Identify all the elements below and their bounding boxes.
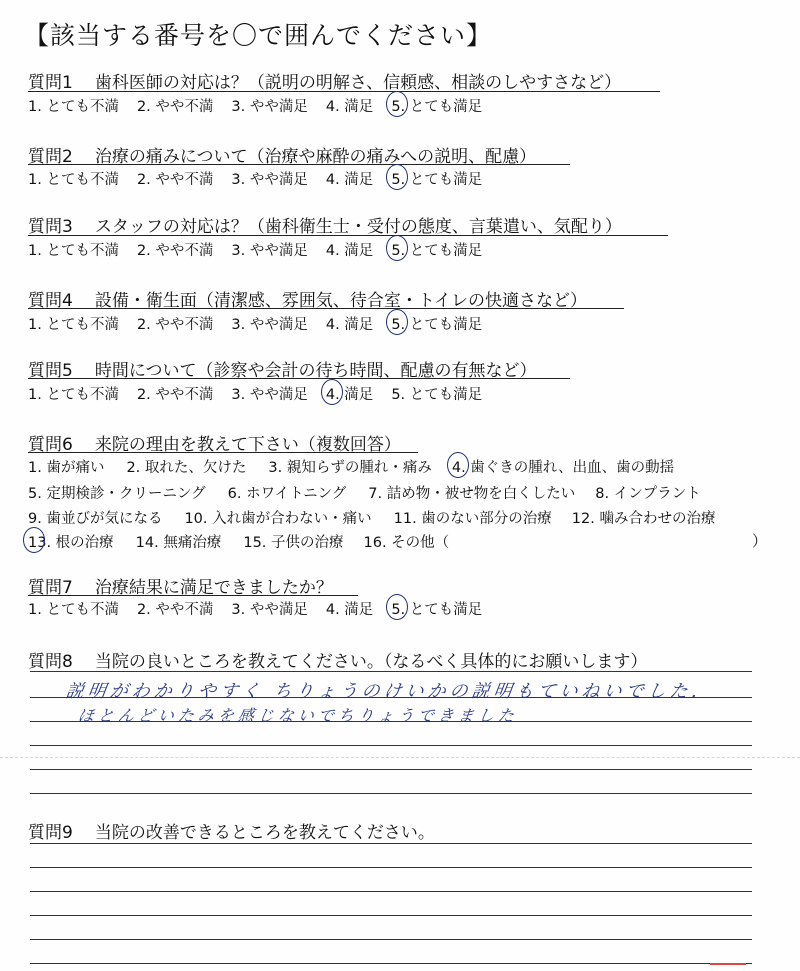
reason-option-6[interactable]: 6. ホワイトニング bbox=[227, 486, 347, 502]
option-2[interactable]: 2. やや不満 bbox=[136, 243, 214, 259]
question-8 bbox=[28, 647, 647, 672]
options-q2 bbox=[28, 168, 500, 189]
options-q5 bbox=[28, 383, 500, 404]
question-text: 設備・衛生面（清潔感、雰囲気、待合室・トイレの快適さなど） bbox=[94, 291, 587, 311]
answer-line bbox=[30, 671, 752, 672]
question-underline bbox=[28, 452, 418, 453]
question-number: 質問8 bbox=[28, 652, 73, 672]
reason-option-12[interactable]: 12. 噛み合わせの治療 bbox=[571, 511, 716, 527]
option-2[interactable]: 2. やや不満 bbox=[136, 602, 214, 618]
question-underline bbox=[28, 91, 660, 92]
option-1[interactable]: 1. とても不満 bbox=[28, 243, 119, 259]
option-2[interactable]: 2. やや不満 bbox=[136, 387, 214, 403]
handwritten-answer-1: 説明がわかりやすく ちりょうのけいかの説明もていねいでした. bbox=[64, 681, 703, 702]
option-5-circled[interactable]: 5. とても満足 bbox=[391, 598, 482, 619]
fold-mark bbox=[0, 757, 800, 758]
question-text: 治療の痛みについて（治療や麻酔の痛みへの説明、配慮） bbox=[94, 147, 537, 167]
answer-line bbox=[30, 793, 752, 794]
option-3[interactable]: 3. やや満足 bbox=[231, 172, 308, 188]
option-5-circled[interactable]: 5. とても満足 bbox=[391, 95, 482, 116]
question-number: 質問9 bbox=[28, 823, 73, 843]
question-text: 歯科医師の対応は？（説明の明解さ、信頼感、相談のしやすさなど） bbox=[94, 73, 622, 93]
reason-row-3 bbox=[28, 507, 725, 528]
question-text: 治療結果に満足できましたか？ bbox=[94, 578, 333, 598]
option-5-circled[interactable]: 5. とても満足 bbox=[391, 313, 482, 334]
option-3[interactable]: 3. やや満足 bbox=[231, 99, 308, 115]
question-underline bbox=[28, 378, 570, 379]
option-2[interactable]: 2. やや不満 bbox=[136, 317, 214, 333]
options-q4 bbox=[28, 313, 500, 334]
answer-line bbox=[30, 891, 752, 892]
question-number: 質問4 bbox=[28, 291, 73, 311]
options-q3 bbox=[28, 239, 500, 260]
option-1[interactable]: 1. とても不満 bbox=[28, 602, 119, 618]
options-q7 bbox=[28, 598, 500, 619]
reason-option-5[interactable]: 5. 定期検診・クリーニング bbox=[28, 486, 206, 502]
question-underline bbox=[28, 308, 624, 309]
reason-option-11[interactable]: 11. 歯のない部分の治療 bbox=[393, 511, 552, 527]
question-text: 当院の改善できるところを教えてください。 bbox=[94, 823, 435, 843]
answer-line bbox=[30, 963, 752, 964]
question-text: 当院の良いところを教えてください。（なるべく具体的にお願いします） bbox=[94, 652, 648, 672]
option-3[interactable]: 3. やや満足 bbox=[231, 243, 308, 259]
reason-option-1[interactable]: 1. 歯が痛い bbox=[28, 460, 105, 476]
reason-option-14[interactable]: 14. 無痛治療 bbox=[135, 535, 222, 551]
option-3[interactable]: 3. やや満足 bbox=[231, 387, 308, 403]
reason-row-1 bbox=[28, 456, 684, 477]
question-number: 質問7 bbox=[28, 578, 73, 598]
reason-option-16[interactable]: 16. その他（ bbox=[363, 535, 450, 551]
question-number: 質問3 bbox=[28, 217, 73, 237]
reason-option-2[interactable]: 2. 取れた、欠けた bbox=[126, 460, 247, 476]
option-4-circled[interactable]: 4. 満足 bbox=[326, 383, 373, 404]
red-stamp-mark bbox=[710, 963, 746, 971]
question-underline bbox=[28, 164, 570, 165]
option-1[interactable]: 1. とても不満 bbox=[28, 387, 119, 403]
reason-option-3[interactable]: 3. 親知らずの腫れ・痛み bbox=[268, 460, 432, 476]
question-text: 来院の理由を教えて下さい（複数回答） bbox=[94, 435, 401, 455]
option-5-circled[interactable]: 5. とても満足 bbox=[391, 239, 482, 260]
question-text: 時間について（診察や会計の待ち時間、配慮の有無など） bbox=[94, 361, 537, 381]
option-4[interactable]: 4. 満足 bbox=[325, 602, 374, 618]
answer-line bbox=[30, 721, 752, 722]
question-1 bbox=[28, 68, 621, 93]
reason-row-4 bbox=[28, 531, 459, 552]
answer-line bbox=[30, 745, 752, 746]
handwritten-answer-2: ほとんどいたみを感じないでちりょうできました bbox=[76, 706, 520, 725]
reason-option-13-circled[interactable]: 13. 根の治療 bbox=[28, 531, 114, 552]
option-5[interactable]: 5. とても満足 bbox=[391, 387, 483, 403]
question-number: 質問1 bbox=[28, 73, 73, 93]
option-3[interactable]: 3. やや満足 bbox=[231, 602, 308, 618]
reason-option-4-circled[interactable]: 4. 歯ぐきの腫れ、出血、歯の動揺 bbox=[452, 456, 674, 477]
answer-line bbox=[30, 843, 752, 844]
question-number: 質問2 bbox=[28, 147, 73, 167]
page-title: 【該当する番号を〇で囲んでください】 bbox=[24, 21, 493, 50]
reason-option-9[interactable]: 9. 歯並びが気になる bbox=[28, 511, 163, 527]
reason-option-15[interactable]: 15. 子供の治療 bbox=[243, 535, 344, 551]
option-2[interactable]: 2. やや不満 bbox=[136, 172, 214, 188]
reason-row-2 bbox=[28, 482, 711, 503]
reason-option-7[interactable]: 7. 詰め物・被せ物を白くしたい bbox=[368, 486, 576, 502]
question-3 bbox=[28, 212, 622, 237]
reason-option-8[interactable]: 8. インプラント bbox=[595, 486, 701, 502]
option-1[interactable]: 1. とても不満 bbox=[28, 317, 119, 333]
question-text: スタッフの対応は？（歯科衛生士・受付の態度、言葉遣い、気配り） bbox=[94, 217, 622, 237]
question-underline bbox=[28, 595, 358, 596]
option-4[interactable]: 4. 満足 bbox=[325, 99, 374, 115]
option-4[interactable]: 4. 満足 bbox=[325, 317, 374, 333]
answer-line bbox=[30, 769, 752, 770]
question-underline bbox=[28, 235, 668, 236]
other-close-paren: ） bbox=[752, 532, 768, 550]
answer-line bbox=[30, 939, 752, 940]
option-4[interactable]: 4. 満足 bbox=[325, 243, 374, 259]
question-9 bbox=[28, 818, 435, 843]
question-number: 質問6 bbox=[28, 435, 73, 455]
options-q1 bbox=[28, 95, 500, 116]
option-4[interactable]: 4. 満足 bbox=[325, 172, 374, 188]
option-3[interactable]: 3. やや満足 bbox=[231, 317, 308, 333]
answer-line bbox=[30, 915, 752, 916]
option-5-circled[interactable]: 5. とても満足 bbox=[391, 168, 482, 189]
answer-line bbox=[30, 867, 752, 868]
question-number: 質問5 bbox=[28, 361, 73, 381]
option-2[interactable]: 2. やや不満 bbox=[136, 99, 214, 115]
reason-option-10[interactable]: 10. 入れ歯が合わない・痛い bbox=[184, 511, 372, 527]
answer-line bbox=[30, 697, 752, 698]
option-1[interactable]: 1. とても不満 bbox=[28, 172, 119, 188]
option-1[interactable]: 1. とても不満 bbox=[28, 99, 119, 115]
